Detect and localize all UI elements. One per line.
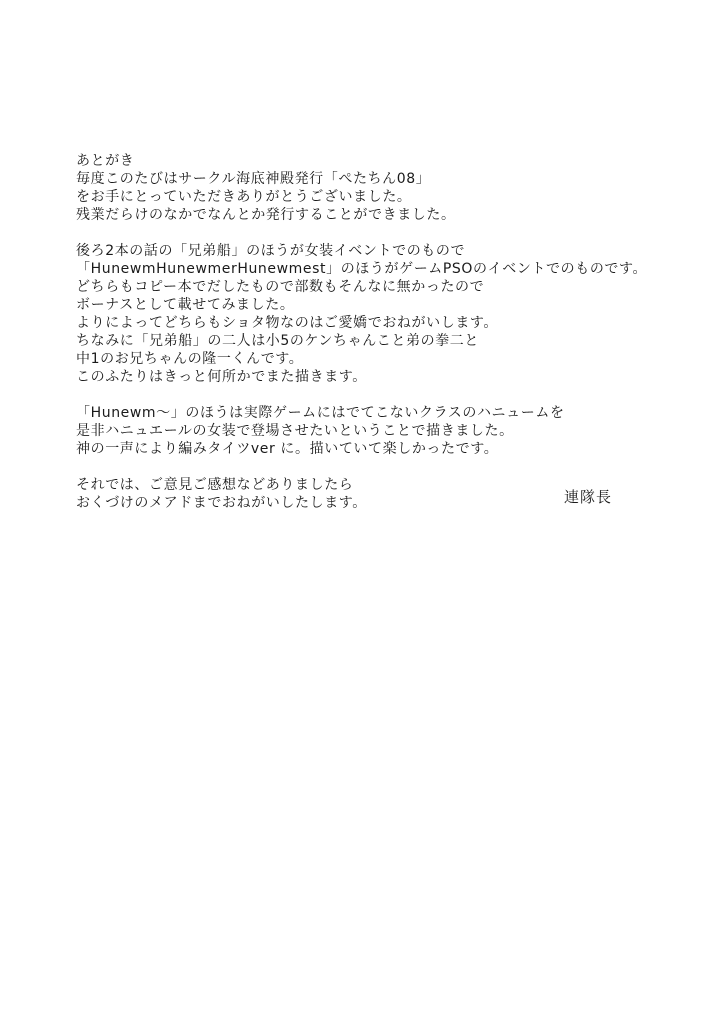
text-line: 「Hunewm～」のほうは実際ゲームにはでてこないクラスのハニュームを [76,405,565,421]
paragraph-thanks [76,170,706,224]
text-line: ボーナスとして載せてみました。 [76,297,295,313]
text-line: 神の一声により編みタイツver に。描いていて楽しかったです。 [76,441,499,457]
paragraph-gap [76,458,706,476]
text-line: よりによってどちらもショタ物なのはご愛嬌でおねがいします。 [76,315,498,331]
afterword-text [76,152,706,512]
text-line: 残業だらけのなかでなんとか発行することができました。 [76,207,456,223]
author-signature: 連隊長 [564,488,613,506]
text-line: おくづけのメアドまでおねがいしたします。 [76,495,367,511]
text-line: それでは、ご意見ご感想などありましたら [76,477,354,493]
text-line: をお手にとっていただきありがとうございました。 [76,189,412,205]
text-line: ちなみに「兄弟船」の二人は小5のケンちゃんこと弟の拳二と [76,333,480,349]
text-line: どちらもコピー本でだしたもので部数もそんなに無かったので [76,279,485,295]
text-line: このふたりはきっと何所かでまた描きます。 [76,369,367,385]
text-line: 毎度このたびはサークル海底神殿発行「ぺたちん08」 [76,171,431,187]
text-line: 中1のお兄ちゃんの隆一くんです。 [76,351,304,367]
afterword-title: あとがき [76,153,135,169]
text-line: 後ろ2本の話の「兄弟船」のほうが女装イベントでのもので [76,243,466,259]
text-line: 「HunewmHunewmerHunewmest」のほうがゲームPSOのイベントでのものです。 [76,261,648,277]
paragraph-bonus-stories [76,242,706,386]
paragraph-gap [76,224,706,242]
paragraph-gap [76,386,706,404]
paragraph-hunewm [76,404,706,458]
text-line: 是非ハニュエールの女装で登場させたいということで描きました。 [76,423,514,439]
